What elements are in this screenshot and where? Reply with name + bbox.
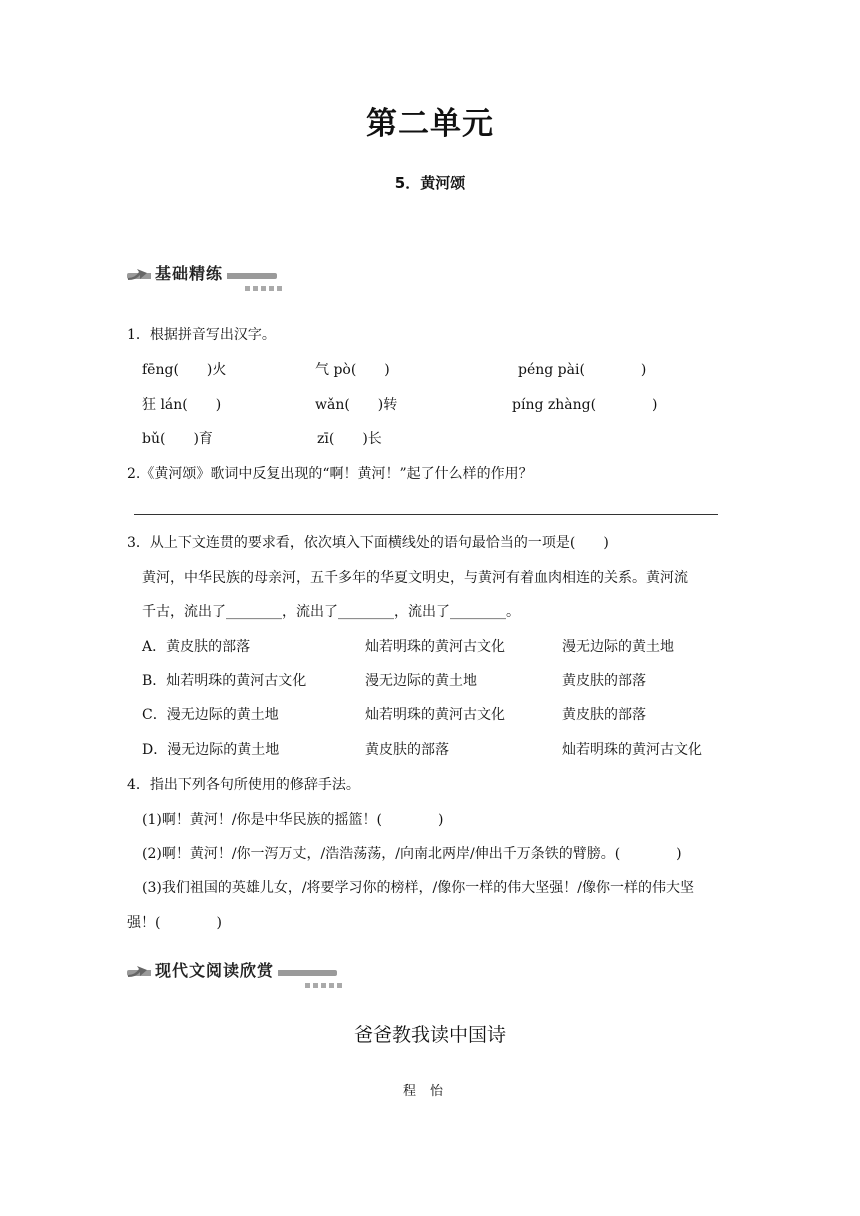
q3-option-text: 黄皮肤的部落	[365, 742, 449, 758]
arrow-icon	[127, 266, 149, 284]
q1-item: 狂 lán( )	[142, 397, 222, 413]
q4-sentence: (3)我们祖国的英雄儿女，/将要学习你的榜样，/像你一样的伟大坚强！/像你一样的伟大坚	[142, 880, 694, 896]
unit-title: 第二单元	[366, 106, 494, 142]
answer-line[interactable]	[134, 514, 718, 515]
q3-passage: 千古，流出了________，流出了________，流出了________。	[142, 604, 520, 620]
q3-passage: 黄河，中华民族的母亲河，五千多年的华夏文明史，与黄河有着血肉相连的关系。黄河流	[142, 570, 688, 586]
q3-option-b[interactable]: B．灿若明珠的黄河古文化	[142, 673, 307, 689]
q1-item: bǔ( )育	[142, 431, 213, 447]
reading-title: 爸爸教我读中国诗	[353, 1024, 506, 1046]
q1-item: fēng( )火	[142, 362, 227, 378]
section-banner-basic	[127, 262, 289, 288]
question-1-stem: 1．根据拼音写出汉字。	[127, 327, 276, 343]
q3-option-text: 漫无边际的黄土地	[365, 673, 477, 689]
q3-option-c[interactable]: C．漫无边际的黄土地	[142, 707, 279, 723]
q4-sentence: (1)啊！黄河！/你是中华民族的摇篮！( )	[142, 812, 444, 828]
q1-item: péng pài( )	[518, 362, 647, 378]
q3-option-text: 灿若明珠的黄河古文化	[365, 639, 505, 655]
dots-decoration	[245, 276, 285, 284]
reading-author: 程怡	[402, 1084, 457, 1099]
section-label: 基础精练	[151, 262, 227, 286]
q3-option-text: 灿若明珠的黄河古文化	[562, 742, 702, 758]
q3-option-text: 灿若明珠的黄河古文化	[365, 707, 505, 723]
section-label: 现代文阅读欣赏	[151, 959, 278, 983]
q3-option-text: 漫无边际的黄土地	[562, 639, 674, 655]
q3-option-text: 黄皮肤的部落	[562, 707, 646, 723]
q1-item: 气 pò( )	[315, 362, 390, 378]
arrow-icon	[127, 963, 149, 981]
lesson-title: 5．黄河颂	[394, 174, 466, 192]
q3-option-text: 黄皮肤的部落	[562, 673, 646, 689]
q4-sentence: 强！( )	[127, 915, 222, 931]
section-banner-reading	[127, 959, 349, 985]
q4-sentence: (2)啊！黄河！/你一泻万丈，/浩浩荡荡，/向南北两岸/伸出千万条铁的臂膀。( )	[142, 846, 682, 862]
q1-item: píng zhàng( )	[512, 397, 658, 413]
question-2-stem: 2.《黄河颂》歌词中反复出现的“啊！黄河！”起了什么样的作用？	[127, 466, 533, 482]
question-3-stem: 3．从上下文连贯的要求看，依次填入下面横线处的语句最恰当的一项是( )	[127, 535, 609, 551]
q1-item: wǎn( )转	[315, 397, 398, 413]
q1-item: zī( )长	[317, 431, 382, 447]
q3-option-a[interactable]: A．黄皮肤的部落	[142, 639, 251, 655]
q3-option-d[interactable]: D．漫无边际的黄土地	[142, 742, 280, 758]
question-4-stem: 4．指出下列各句所使用的修辞手法。	[127, 777, 360, 793]
dots-decoration	[305, 973, 345, 981]
